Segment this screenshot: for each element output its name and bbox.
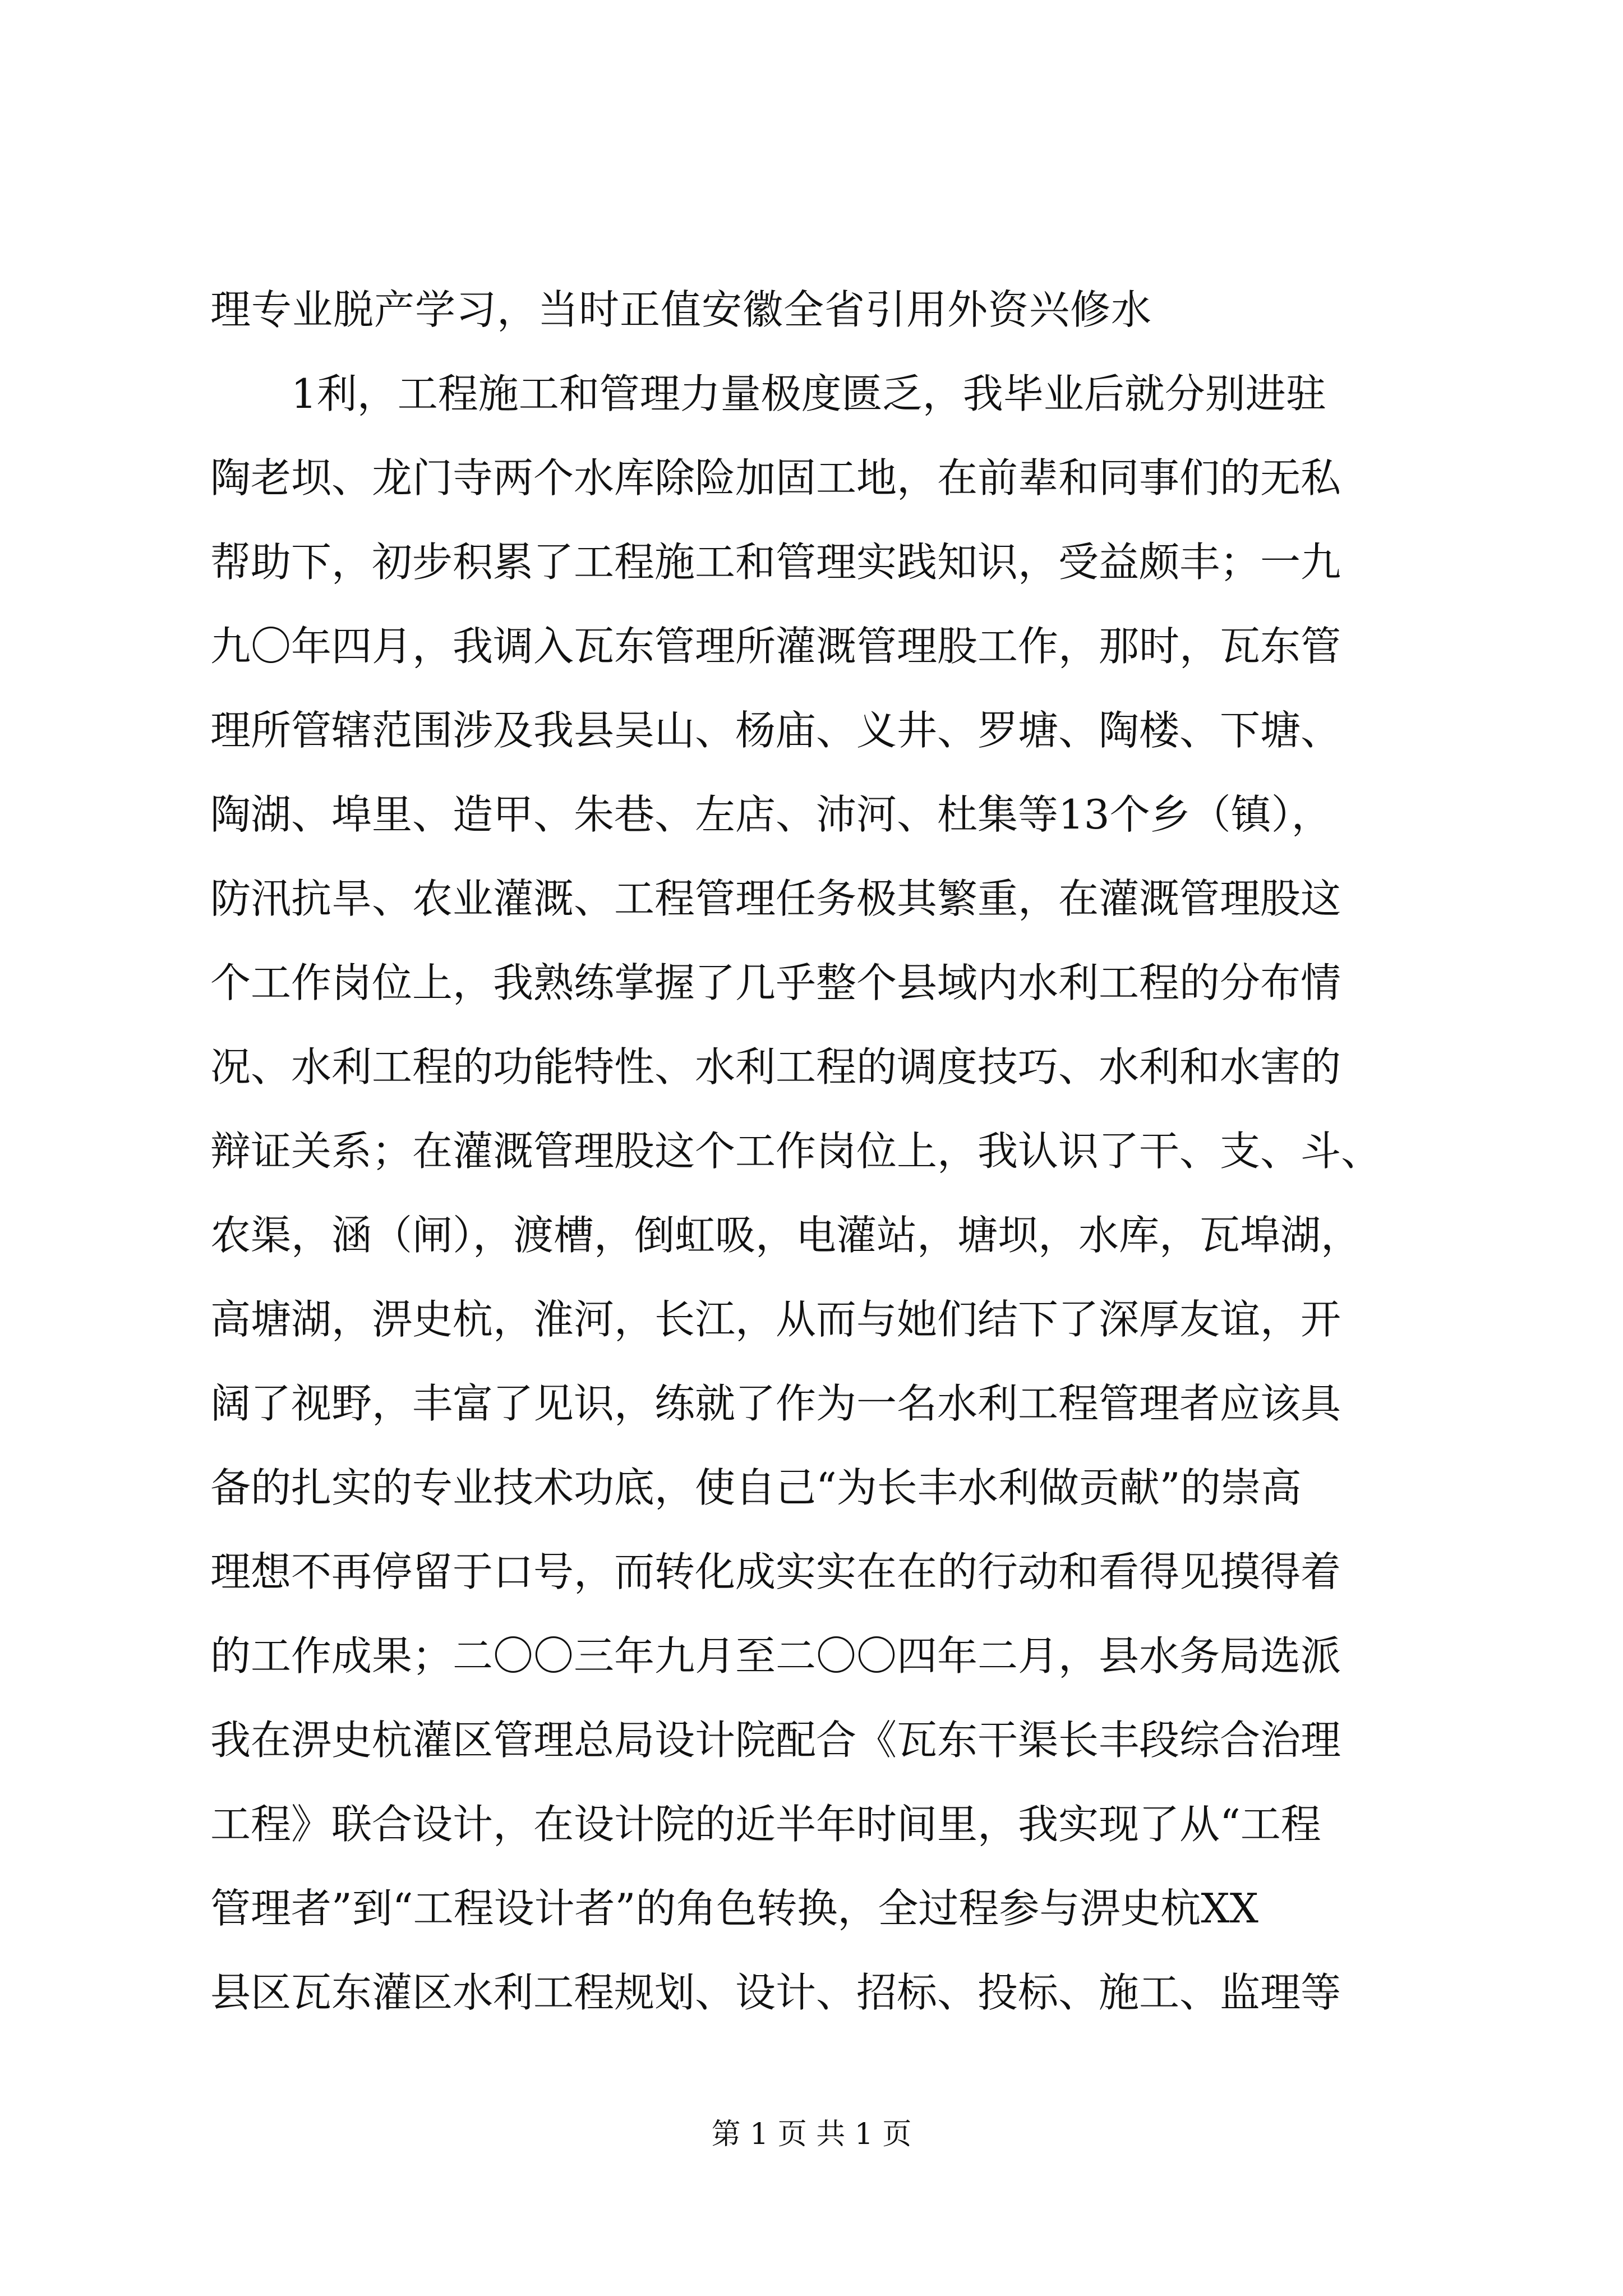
text-line: 我在淠史杭灌区管理总局设计院配合《瓦东干渠长丰段综合治理 bbox=[210, 1717, 1341, 1764]
text-line: 工程》联合设计，在设计院的近半年时间里，我实现了从“工程 bbox=[210, 1801, 1321, 1848]
text-line: 陶湖、埠里、造甲、朱巷、左店、沛河、杜集等13个乡（镇）， bbox=[210, 791, 1332, 838]
page-number-footer: 第 1 页 共 1 页 bbox=[711, 2118, 912, 2151]
text-line: 高塘湖，淠史杭，淮河，长江，从而与她们结下了深厚友谊，开 bbox=[210, 1296, 1341, 1343]
text-line: 县区瓦东灌区水利工程规划、设计、招标、投标、施工、监理等 bbox=[210, 1969, 1341, 2016]
text-line: 阔了视野，丰富了见识，练就了作为一名水利工程管理者应该具 bbox=[210, 1380, 1341, 1427]
text-line: 个工作岗位上，我熟练掌握了几乎整个县域内水利工程的分布情 bbox=[210, 959, 1341, 1006]
text-line: 陶老坝、龙门寺两个水库除险加固工地，在前辈和同事们的无私 bbox=[210, 454, 1341, 501]
text-line: 1利，工程施工和管理力量极度匮乏，我毕业后就分别进驻 bbox=[210, 370, 1326, 417]
text-line: 况、水利工程的功能特性、水利工程的调度技巧、水利和水害的 bbox=[210, 1043, 1341, 1091]
text-line: 九〇年四月，我调入瓦东管理所灌溉管理股工作，那时，瓦东管 bbox=[210, 623, 1341, 670]
text-line: 备的扎实的专业技术功底，使自己“为长丰水利做贡献”的崇高 bbox=[210, 1464, 1302, 1511]
text-line: 防汛抗旱、农业灌溉、工程管理任务极其繁重，在灌溉管理股这 bbox=[210, 875, 1341, 922]
document-body bbox=[210, 268, 1422, 2035]
text-line: 辩证关系；在灌溉管理股这个工作岗位上，我认识了干、支、斗、 bbox=[210, 1128, 1382, 1175]
text-line: 管理者”到“工程设计者”的角色转换，全过程参与淠史杭XX bbox=[210, 1885, 1258, 1932]
text-line: 帮助下，初步积累了工程施工和管理实践知识，受益颇丰；一九 bbox=[210, 539, 1341, 586]
text-line: 的工作成果；二〇〇三年九月至二〇〇四年二月，县水务局选派 bbox=[210, 1632, 1341, 1680]
text-line: 理想不再停留于口号，而转化成实实在在的行动和看得见摸得着 bbox=[210, 1548, 1341, 1595]
text-line: 农渠，涵（闸），渡槽，倒虹吸，电灌站，塘坝，水库，瓦埠湖， bbox=[210, 1212, 1362, 1259]
text-line: 理专业脱产学习，当时正值安徽全省引用外资兴修水 bbox=[210, 286, 1152, 333]
text-line: 理所管辖范围涉及我县吴山、杨庙、义井、罗塘、陶楼、下塘、 bbox=[210, 707, 1341, 754]
